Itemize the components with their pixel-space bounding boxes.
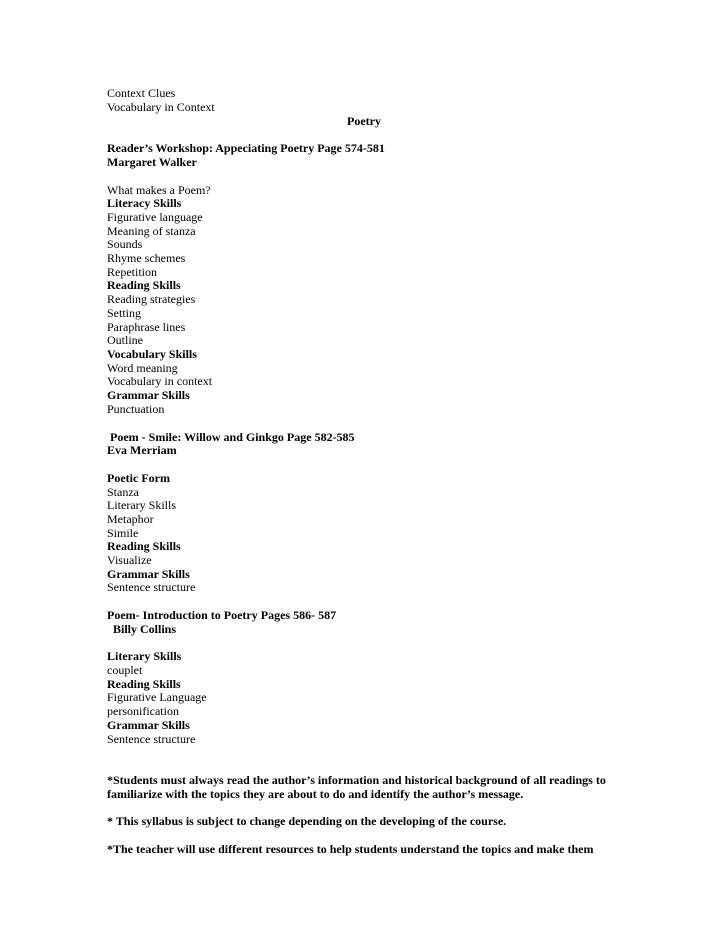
poetry-title: Poetry — [347, 114, 381, 128]
section1-vocab-heading: Vocabulary Skills — [107, 347, 197, 361]
list-item: Reading strategies — [107, 292, 196, 306]
list-item: Rhyme schemes — [107, 251, 186, 265]
list-item: couplet — [107, 663, 143, 677]
section3-title: Poem- Introduction to Poetry Pages 586- 587 — [107, 608, 337, 622]
note-reading-line1: *Students must always read the author’s information and historical background of all readings to — [107, 773, 606, 787]
section1-question: What makes a Poem? — [107, 183, 211, 197]
section1-literacy-heading: Literacy Skills — [107, 196, 182, 210]
list-item: Outline — [107, 333, 143, 347]
section2-grammar-heading: Grammar Skills — [107, 567, 190, 581]
list-item: Sentence structure — [107, 732, 196, 746]
section3-author: Billy Collins — [107, 622, 177, 636]
note-syllabus: * This syllabus is subject to change depending on the developing of the course. — [107, 814, 507, 828]
section3-literary-heading: Literary Skills — [107, 649, 182, 663]
list-item: Literary Skills — [107, 498, 176, 512]
section1-title: Reader’s Workshop: Appeciating Poetry Page 574-581 — [107, 141, 385, 155]
section1-grammar-heading: Grammar Skills — [107, 388, 190, 402]
list-item: Sounds — [107, 237, 143, 251]
list-item: Stanza — [107, 485, 139, 499]
section3-reading-heading: Reading Skills — [107, 677, 181, 691]
list-item: Figurative Language — [107, 690, 207, 704]
list-item: Repetition — [107, 265, 157, 279]
section2-poetic-form-heading: Poetic Form — [107, 471, 170, 485]
section1-author: Margaret Walker — [107, 155, 197, 169]
section2-title: Poem - Smile: Willow and Ginkgo Page 582-585 — [107, 430, 355, 444]
note-resources: *The teacher will use different resources to help students understand the topics and make them — [107, 842, 594, 856]
section1-reading-heading: Reading Skills — [107, 278, 181, 292]
vocab-in-context-line: Vocabulary in Context — [107, 100, 215, 114]
list-item: Setting — [107, 306, 142, 320]
list-item: Punctuation — [107, 402, 165, 416]
section2-author: Eva Merriam — [107, 443, 177, 457]
list-item: Visualize — [107, 553, 152, 567]
list-item: Meaning of stanza — [107, 224, 196, 238]
context-clues-line: Context Clues — [107, 86, 176, 100]
list-item: Vocabulary in context — [107, 374, 213, 388]
note-reading-line2: familiarize with the topics they are about to do and identify the author’s message. — [107, 787, 524, 801]
list-item: Figurative language — [107, 210, 203, 224]
list-item: Metaphor — [107, 512, 154, 526]
section3-grammar-heading: Grammar Skills — [107, 718, 190, 732]
list-item: Simile — [107, 526, 139, 540]
list-item: personification — [107, 704, 179, 718]
list-item: Word meaning — [107, 361, 178, 375]
section2-reading-heading: Reading Skills — [107, 539, 181, 553]
list-item: Sentence structure — [107, 580, 196, 594]
list-item: Paraphrase lines — [107, 320, 186, 334]
